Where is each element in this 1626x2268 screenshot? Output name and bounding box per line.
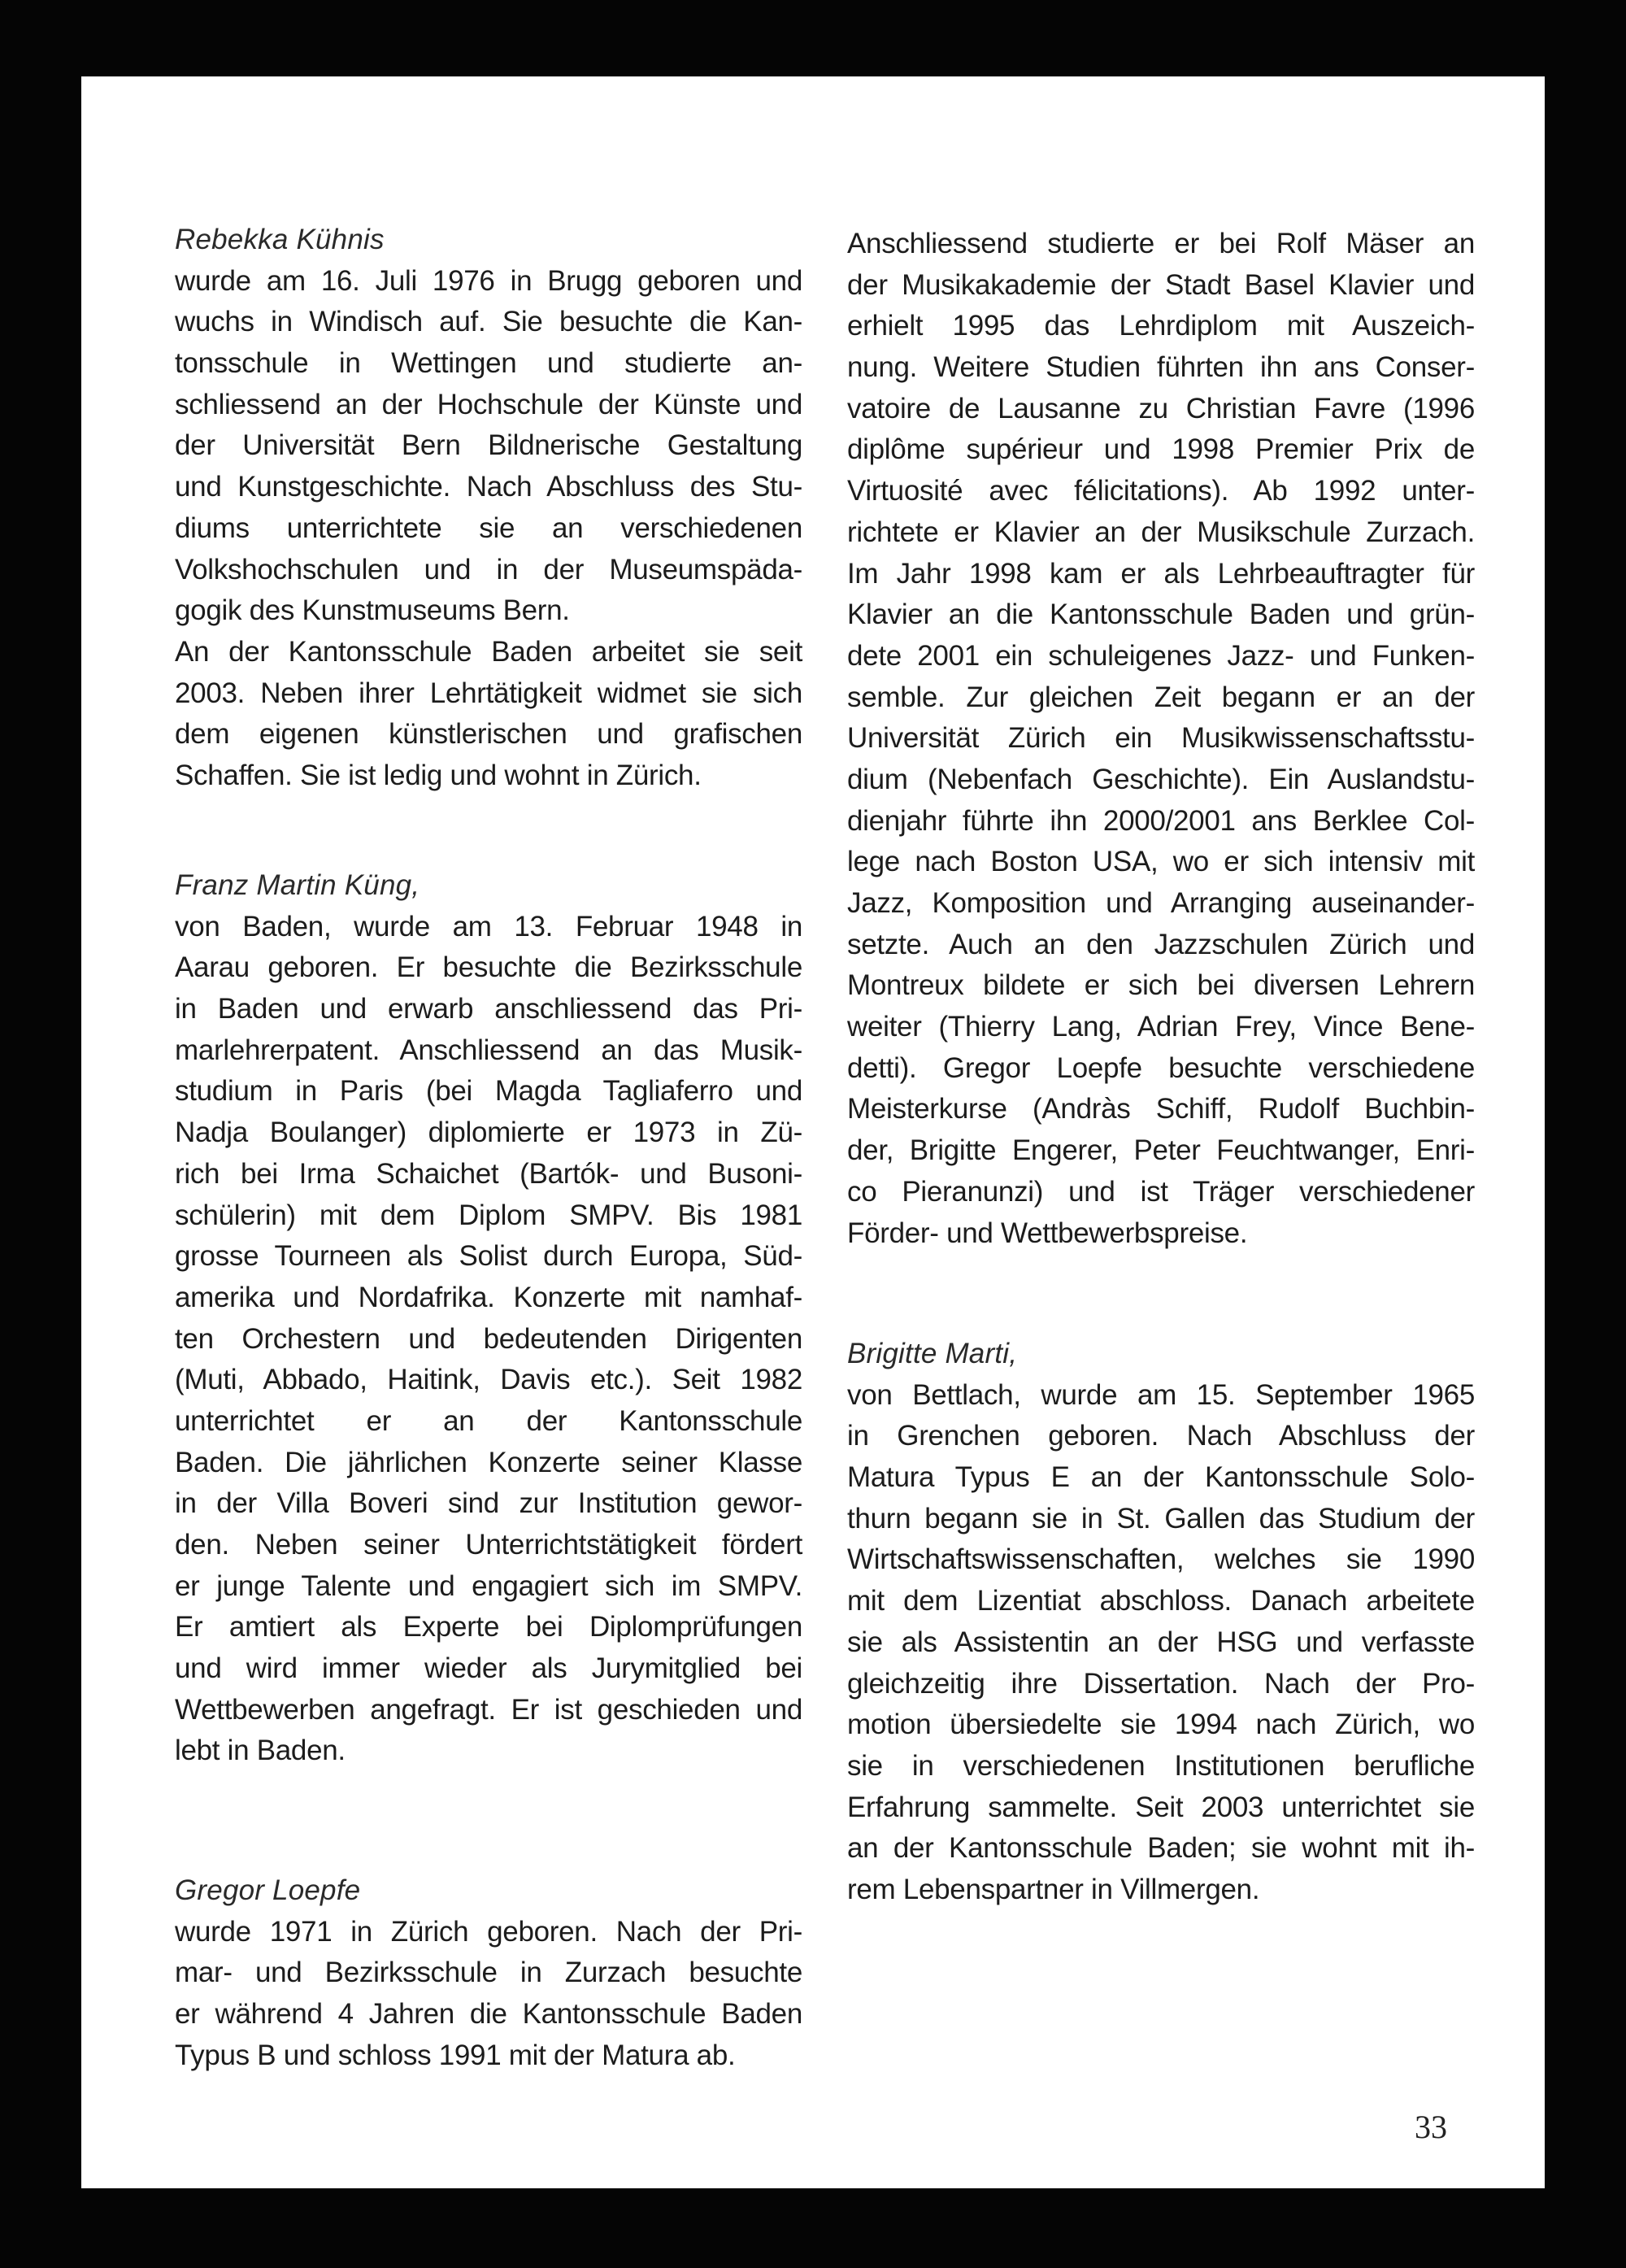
bio-gregor-loepfe-continued	[847, 224, 1475, 1254]
text-line: Klavier an die Kantonsschule Baden und grün-	[847, 599, 1475, 631]
text-line: und wird immer wieder als Jurymitglied bei	[175, 1652, 802, 1685]
text-line: 2003. Neben ihrer Lehrtätigkeit widmet sie sich	[175, 677, 802, 709]
text-line: Erfahrung sammelte. Seit 2003 unterrichtet sie	[847, 1791, 1475, 1823]
text-line: der, Brigitte Engerer, Peter Feuchtwanger, Enri-	[847, 1134, 1475, 1167]
bio-name: Gregor Loepfe	[175, 1874, 361, 1906]
text-line: co Pieranunzi) und ist Träger verschiedener	[847, 1175, 1475, 1208]
text-line: er junge Talente und engagiert sich im SMPV.	[175, 1569, 802, 1602]
bio-gregor-loepfe	[175, 1870, 802, 2076]
text-line: Matura Typus E an der Kantonsschule Solo-	[847, 1461, 1475, 1494]
text-line: von Baden, wurde am 13. Februar 1948 in	[175, 910, 802, 942]
text-line: Typus B und schloss 1991 mit der Matura ab.	[175, 2039, 736, 2071]
bio-franz-martin-kueng	[175, 865, 802, 1772]
bio-text	[847, 224, 1475, 1254]
bio-brigitte-marti	[847, 1334, 1475, 1911]
text-line: Montreux bildete er sich bei diversen Lehrern	[847, 969, 1475, 1002]
text-line: Nadja Boulanger) diplomierte er 1973 in Zü-	[175, 1117, 802, 1149]
text-line: richtete er Klavier an der Musikschule Zurzach.	[847, 516, 1475, 548]
text-line: An der Kantonsschule Baden arbeitet sie seit	[175, 635, 802, 668]
text-line: Anschliessend studierte er bei Rolf Mäser an	[847, 228, 1475, 259]
text-line: dienjahr führte ihn 2000/2001 ans Berklee Col-	[847, 804, 1475, 837]
text-line: ten Orchestern und bedeutenden Dirigenten	[175, 1322, 802, 1355]
text-line: gogik des Kunstmuseums Bern.	[175, 594, 570, 627]
bio-text	[175, 907, 802, 1772]
text-line: lege nach Boston USA, wo er sich intensiv mit	[847, 846, 1475, 878]
text-line: in Grenchen geboren. Nach Abschluss der	[847, 1420, 1475, 1452]
text-line: der Musikakademie der Stadt Basel Klavier und	[847, 268, 1475, 301]
text-line: Baden. Die jährlichen Konzerte seiner Klasse	[175, 1446, 802, 1478]
text-line: gleichzeitig ihre Dissertation. Nach der Pro-	[847, 1667, 1475, 1700]
text-line: Im Jahr 1998 kam er als Lehrbeauftragter für	[847, 557, 1475, 590]
bio-text	[175, 261, 802, 797]
text-line: Volkshochschulen und in der Museumspäda-	[175, 553, 802, 586]
bio-text	[847, 1375, 1475, 1911]
text-line: unterrichtet er an der Kantonsschule	[175, 1404, 802, 1437]
text-line: marlehrerpatent. Anschliessend an das Musik-	[175, 1034, 802, 1066]
text-line: rich bei Irma Schaichet (Bartók- und Busoni-	[175, 1157, 802, 1190]
text-line: vatoire de Lausanne zu Christian Favre (1996	[847, 392, 1475, 424]
text-line: Förder- und Wettbewerbspreise.	[847, 1217, 1248, 1249]
text-line: mit dem Lizentiat abschloss. Danach arbeitete	[847, 1585, 1475, 1617]
text-line: nung. Weitere Studien führten ihn ans Conser-	[847, 351, 1475, 384]
text-line: grosse Tourneen als Solist durch Europa, Süd-	[175, 1240, 802, 1273]
text-line: detti). Gregor Loepfe besuchte verschiedene	[847, 1051, 1475, 1084]
text-line: in Baden und erwarb anschliessend das Pri-	[175, 993, 802, 1025]
text-line: in der Villa Boveri sind zur Institution gewor-	[175, 1487, 802, 1520]
text-line: amerika und Nordafrika. Konzerte mit namhaf-	[175, 1281, 802, 1313]
text-line: Wirtschaftswissenschaften, welches sie 1990	[847, 1543, 1475, 1576]
text-line: wurde 1971 in Zürich geboren. Nach der Pri-	[175, 1915, 802, 1948]
text-line: Schaffen. Sie ist ledig und wohnt in Zürich.	[175, 759, 702, 791]
text-line: sie in verschiedenen Institutionen berufliche	[847, 1749, 1475, 1782]
text-line: schülerin) mit dem Diplom SMPV. Bis 1981	[175, 1199, 802, 1231]
text-line: an der Kantonsschule Baden; sie wohnt mit ih-	[847, 1832, 1475, 1865]
text-line: diums unterrichtete sie an verschiedenen	[175, 511, 802, 544]
text-line: erhielt 1995 das Lehrdiplom mit Auszeich-	[847, 310, 1475, 342]
bio-name: Franz Martin Küng,	[175, 869, 420, 901]
text-line: motion übersiedelte sie 1994 nach Zürich, wo	[847, 1709, 1475, 1741]
bio-text	[175, 1912, 802, 2077]
document-page	[81, 76, 1545, 2188]
page-number: 33	[1415, 2109, 1447, 2145]
text-line: dem eigenen künstlerischen und grafischen	[175, 718, 802, 751]
text-line: thurn begann sie in St. Gallen das Studium der	[847, 1502, 1475, 1534]
text-line: Universität Zürich ein Musikwissenschaftsstu-	[847, 722, 1475, 755]
text-line: (Muti, Abbado, Haitink, Davis etc.). Seit 1982	[175, 1364, 802, 1396]
text-line: er während 4 Jahren die Kantonsschule Baden	[175, 1998, 802, 2031]
text-line: weiter (Thierry Lang, Adrian Frey, Vince Bene-	[847, 1011, 1475, 1043]
text-line: Meisterkurse (Andràs Schiff, Rudolf Buchbin-	[847, 1093, 1475, 1125]
text-line: studium in Paris (bei Magda Tagliaferro und	[175, 1075, 802, 1108]
text-line: wuchs in Windisch auf. Sie besuchte die Kan-	[175, 306, 802, 338]
text-line: der Universität Bern Bildnerische Gestaltung	[175, 429, 802, 462]
text-line: mar- und Bezirksschule in Zurzach besuchte	[175, 1957, 802, 1989]
text-line: Aarau geboren. Er besuchte die Bezirksschule	[175, 951, 802, 984]
bio-name: Rebekka Kühnis	[175, 224, 385, 255]
text-line: diplôme supérieur und 1998 Premier Prix de	[847, 433, 1475, 466]
text-line: und Kunstgeschichte. Nach Abschluss des Stu-	[175, 471, 802, 503]
text-line: den. Neben seiner Unterrichtstätigkeit fördert	[175, 1529, 802, 1561]
text-line: von Bettlach, wurde am 15. September 1965	[847, 1378, 1475, 1411]
text-line: lebt in Baden.	[175, 1735, 346, 1767]
text-line: sie als Assistentin an der HSG und verfasste	[847, 1626, 1475, 1658]
text-line: Jazz, Komposition und Arranging auseinander-	[847, 887, 1475, 919]
text-line: dete 2001 ein schuleigenes Jazz- und Funken-	[847, 639, 1475, 672]
text-line: Virtuosité avec félicitations). Ab 1992 unter-	[847, 475, 1475, 507]
text-line: Er amtiert als Experte bei Diplomprüfungen	[175, 1611, 802, 1643]
text-line: wurde am 16. Juli 1976 in Brugg geboren und	[175, 264, 802, 297]
text-line: tonsschule in Wettingen und studierte an-	[175, 347, 802, 380]
bio-rebekka-kuehnis	[175, 220, 802, 797]
text-line: setzte. Auch an den Jazzschulen Zürich und	[847, 928, 1475, 960]
bio-name: Brigitte Marti,	[847, 1338, 1018, 1369]
text-line: Wettbewerben angefragt. Er ist geschieden und	[175, 1693, 802, 1726]
text-line: rem Lebenspartner in Villmergen.	[847, 1873, 1260, 1905]
text-line: dium (Nebenfach Geschichte). Ein Auslandstu-	[847, 763, 1475, 795]
text-line: semble. Zur gleichen Zeit begann er an der	[847, 681, 1475, 713]
text-line: schliessend an der Hochschule der Künste und	[175, 388, 802, 420]
